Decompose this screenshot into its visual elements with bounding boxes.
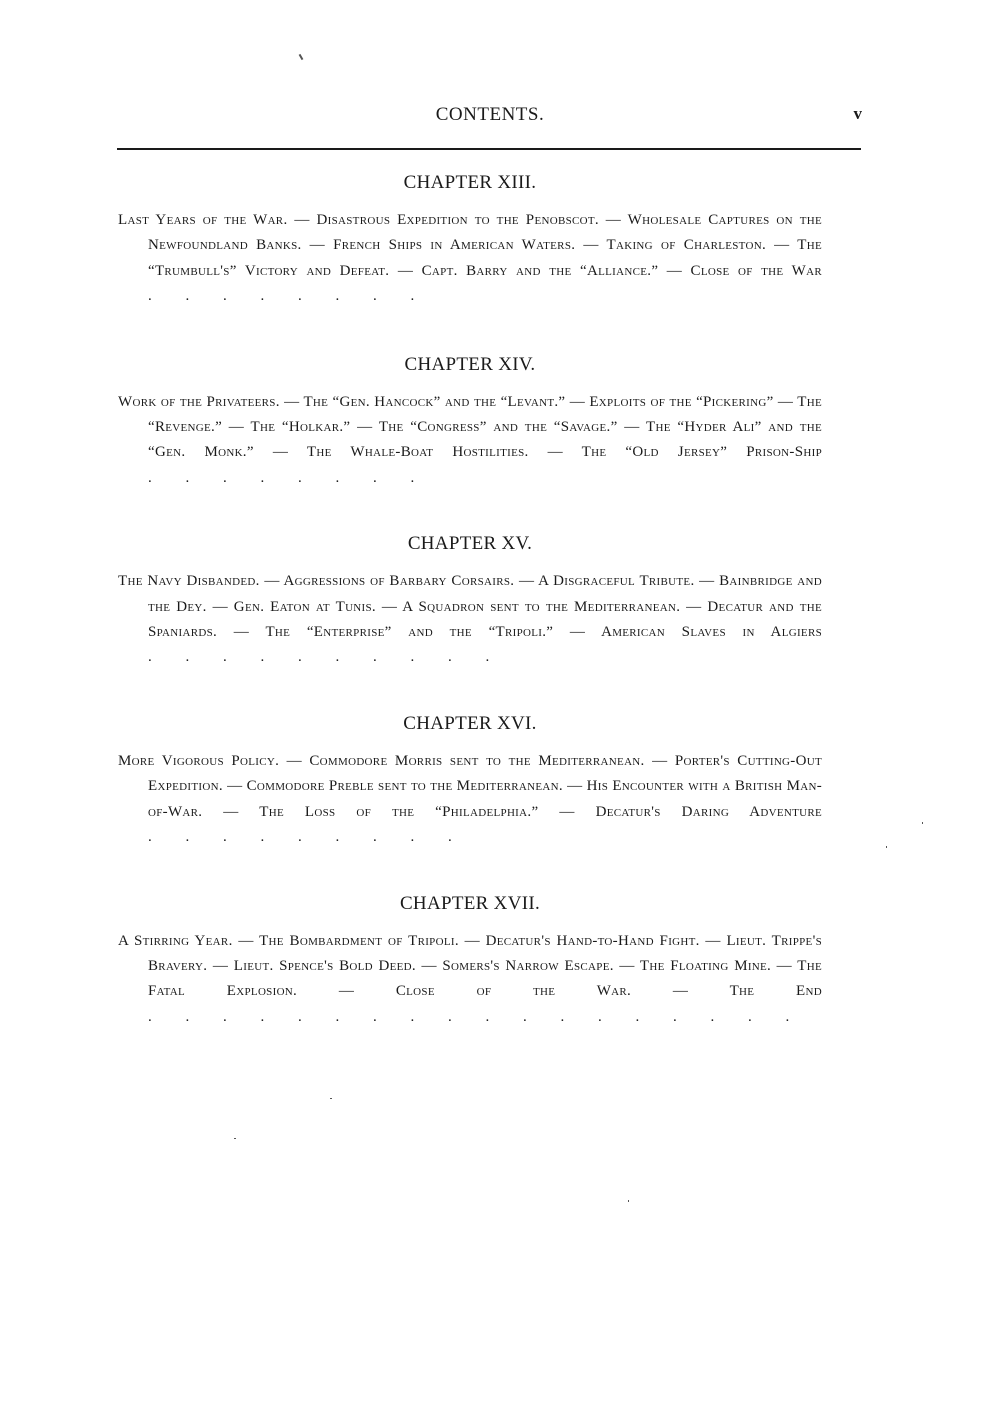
dot-leader: . . . . . . . . . bbox=[148, 829, 467, 846]
chapter-entry bbox=[118, 172, 822, 310]
chapter-entry bbox=[118, 713, 822, 851]
dot-leader: . . . . . . . . . . bbox=[148, 649, 505, 666]
dot-leader: . . . . . . . . bbox=[148, 288, 430, 305]
scan-speck bbox=[234, 1138, 236, 1139]
chapter-heading: CHAPTER XIII. bbox=[403, 172, 537, 193]
chapter-summary bbox=[118, 749, 822, 851]
summary-text: Work of the Privateers. — The “Gen. Hancock” and the “Levant.” — Exploits of the “Pickering” — The “Revenge.” — The “Holkar.” — The “Congress” and the “Savage.” — The “Hyder Ali” and the “Gen. Monk.” — The Whale-Boat Hostilities. — The “Old Jersey” Prison-Ship bbox=[118, 393, 822, 461]
chapter-heading: CHAPTER XVII. bbox=[399, 892, 541, 914]
chapter-summary bbox=[118, 569, 822, 671]
dot-leader: . . . . . . . . bbox=[148, 469, 430, 486]
scan-speck bbox=[628, 1200, 629, 1202]
summary-text: A Stirring Year. — The Bombardment of Tripoli. — Decatur's Hand-to-Hand Fight. — Lieut. Trippe's Bravery. — Lieut. Spence's Bold Deed. — Somers's Narrow Escape. — The Floating Mine. — The Fatal Explosion. — Close of the War. — The End bbox=[118, 932, 822, 1000]
scan-speck bbox=[922, 822, 923, 824]
scan-speck bbox=[299, 54, 304, 60]
header-rule bbox=[117, 148, 861, 150]
chapter-summary bbox=[118, 208, 822, 310]
chapter-entry bbox=[118, 893, 822, 1031]
scan-speck bbox=[330, 1098, 332, 1099]
chapter-heading: CHAPTER XVI. bbox=[403, 712, 537, 734]
dot-leader: . . . . . . . . . . . . . . . . . . bbox=[148, 1008, 805, 1025]
chapter-heading: CHAPTER XIV. bbox=[404, 353, 536, 375]
summary-text: Last Years of the War. — Disastrous Expedition to the Penobscot. — Wholesale Captures on the Newfoundland Banks. — French Ships in American Waters. — Taking of Charleston. — The “Trumbull's” Victory and Defeat. — Capt. Barry and the “Alliance.” — Close of the War bbox=[118, 212, 822, 279]
chapter-entry bbox=[118, 533, 822, 671]
summary-text: The Navy Disbanded. — Aggressions of Barbary Corsairs. — A Disgraceful Tribute. — Bainbridge and the Dey. — Gen. Eaton at Tunis. — A Squadron sent to the Mediterranean. — Decatur and the Spaniards. — The “Enterprise” and the “Tripoli.” — American Slaves in Algiers bbox=[118, 573, 822, 641]
contents-list bbox=[118, 172, 822, 1072]
chapter-entry bbox=[118, 354, 822, 492]
running-head bbox=[118, 104, 862, 130]
chapter-summary bbox=[118, 929, 822, 1031]
chapter-heading: CHAPTER XV. bbox=[407, 533, 533, 555]
page-number: v bbox=[853, 104, 862, 123]
summary-text: More Vigorous Policy. — Commodore Morris sent to the Mediterranean. — Porter's Cutting-Out Expedition. — Commodore Preble sent to the Mediterranean. — His Encounter with a British Man-of-War. — The Loss of the “Philadelphia.” — Decatur's Daring Adventure bbox=[118, 752, 822, 820]
chapter-summary bbox=[118, 390, 822, 492]
scan-speck bbox=[886, 846, 887, 848]
running-title: CONTENTS. bbox=[435, 104, 545, 125]
